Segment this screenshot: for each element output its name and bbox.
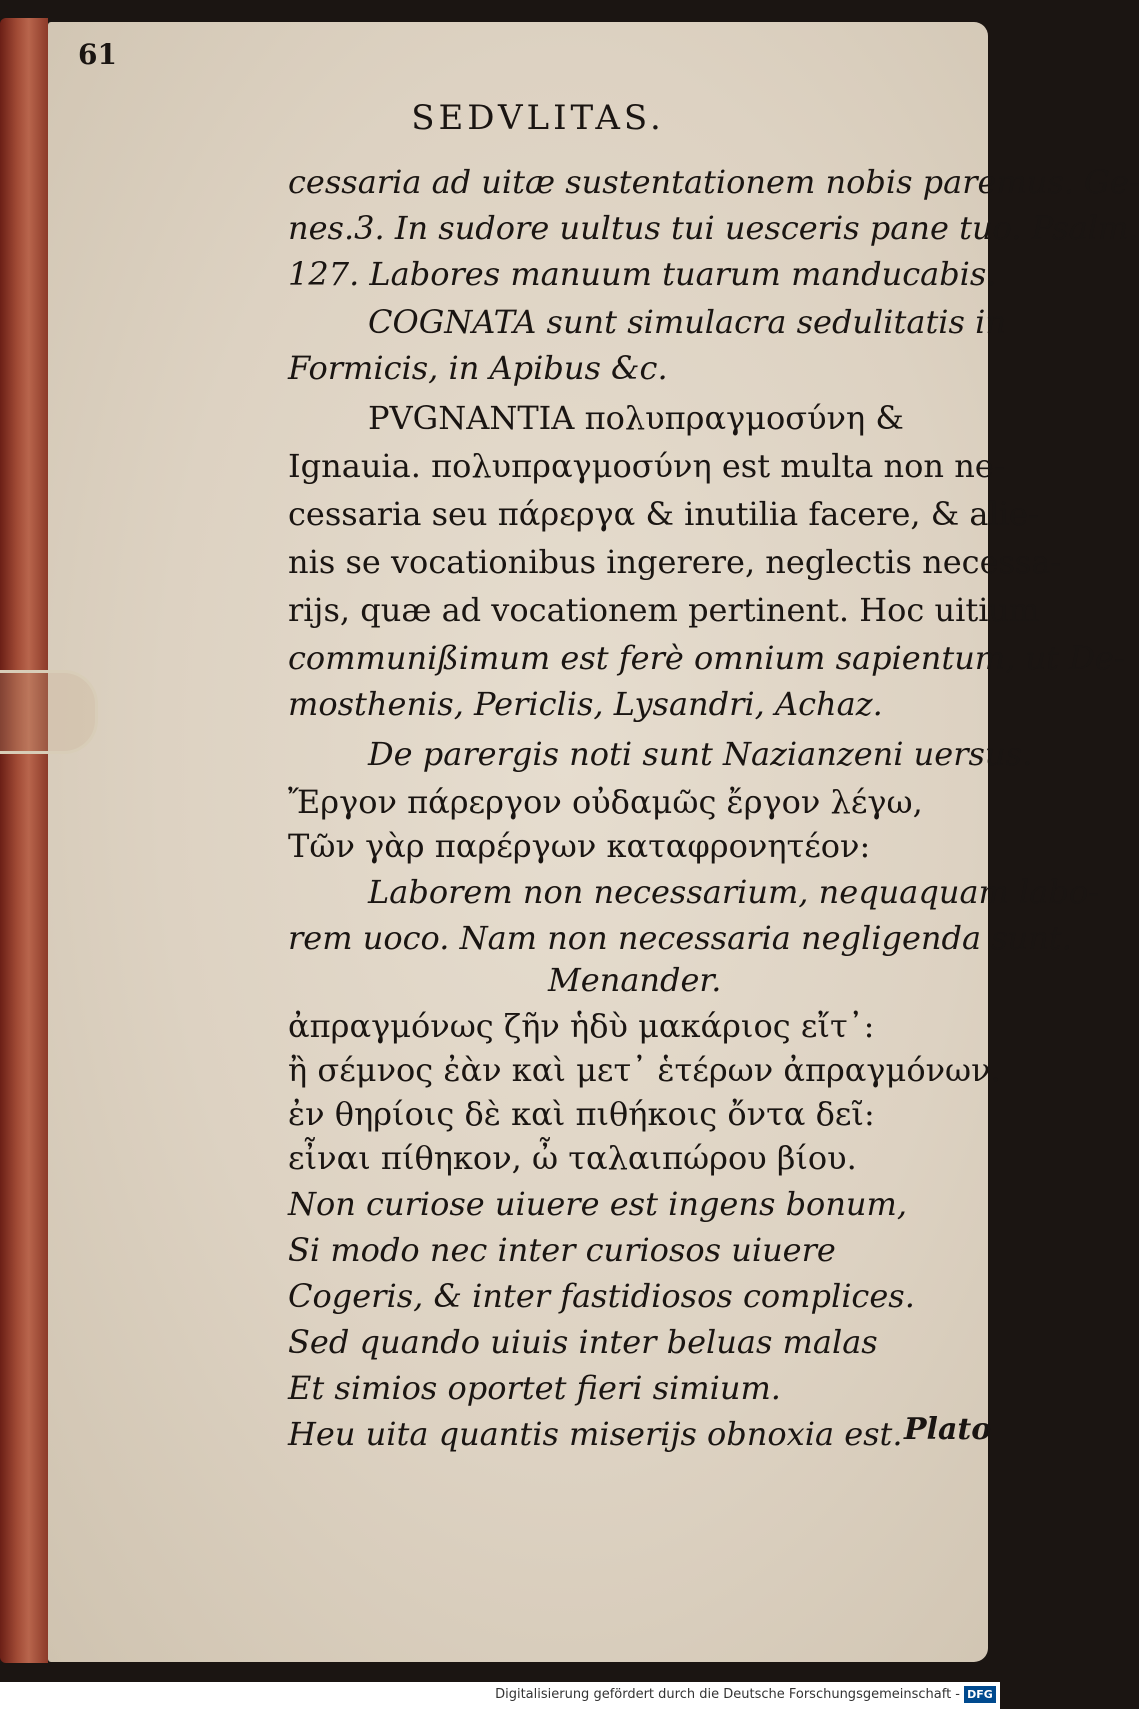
text-line: cessaria seu πάρεργα & inutilia facere, & alie- (288, 495, 1039, 533)
text-line: rijs, quæ ad vocationem pertinent. Hoc uitium (288, 591, 1040, 629)
text-line: cessaria ad uitæ sustentationem nobis paremus. Ge- (288, 163, 1139, 201)
digitization-footer (0, 1682, 1000, 1709)
text-line: ἢ σέμνος ἐὰν καὶ μετ᾽ ἑτέρων ἀπραγμόνων. (288, 1051, 1001, 1089)
page-number: 61 (78, 38, 117, 71)
text-line: communißimum est ferè omnium sapientum, ut De- (288, 639, 1125, 677)
text-line: Menander. (548, 961, 722, 999)
text-line: rem uoco. Nam non necessaria negligenda sunt. (288, 919, 1072, 957)
text-line: nis se vocationibus ingerere, neglectis necessa- (288, 543, 1062, 581)
text-line: 127. Labores manuum tuarum manducabis. (288, 255, 997, 293)
text-line: Heu uita quantis miserijs obnoxia est. (288, 1415, 903, 1453)
footer-credit: Digitalisierung gefördert durch die Deutsche Forschungsgemeinschaft - (495, 1687, 960, 1702)
book-edge (0, 18, 48, 1663)
dfg-logo-icon: DFG (964, 1686, 996, 1703)
text-line: PVGNANTIA πολυπραγμοσύνη & (368, 399, 904, 437)
text-line: nes.3. In sudore uultus tui uesceris pane tuo. Psalm. (288, 209, 1139, 247)
text-line: Cogeris, & inter fastidiosos complices. (288, 1277, 915, 1315)
text-line: ἀπραγμόνως ζῆν ἡδὺ μακάριος εἴτ᾽: (288, 1007, 875, 1045)
text-line: Et simios oportet fieri simium. (288, 1369, 781, 1407)
running-header: SEDVLITAS. (411, 98, 665, 138)
text-line: De parergis noti sunt Nazianzeni uersus. (368, 735, 1033, 773)
text-line: Non curiose uiuere est ingens bonum, (288, 1185, 908, 1223)
text-line: Laborem non necessarium, nequaquam labo- (368, 873, 1099, 911)
text-line: ἐν θηρίοις δὲ καὶ πιθήκοις ὄντα δεῖ: (288, 1095, 875, 1133)
text-line: COGNATA sunt simulacra sedulitatis in (368, 303, 1006, 341)
text-line: εἶναι πίθηκον, ὦ ταλαιπώρου βίου. (288, 1139, 857, 1177)
text-line: mosthenis, Periclis, Lysandri, Achaz. (288, 685, 883, 723)
book-page (48, 22, 1139, 1662)
text-line: Ἔργον πάρεργον οὐδαμῶς ἔργον λέγω, (288, 783, 923, 821)
book-clasp (0, 670, 98, 754)
text-line: Formicis, in Apibus &c. (288, 349, 668, 387)
text-line: Ignauia. πολυπραγμοσύνη est multa non ne- (288, 447, 1005, 485)
text-line: Τῶν γὰρ παρέργων καταφρονητέον: (288, 827, 871, 865)
text-line: Sed quando uiuis inter beluas malas (288, 1323, 878, 1361)
catchword: Plato (904, 1412, 992, 1447)
text-line: Si modo nec inter curiosos uiuere (288, 1231, 836, 1269)
